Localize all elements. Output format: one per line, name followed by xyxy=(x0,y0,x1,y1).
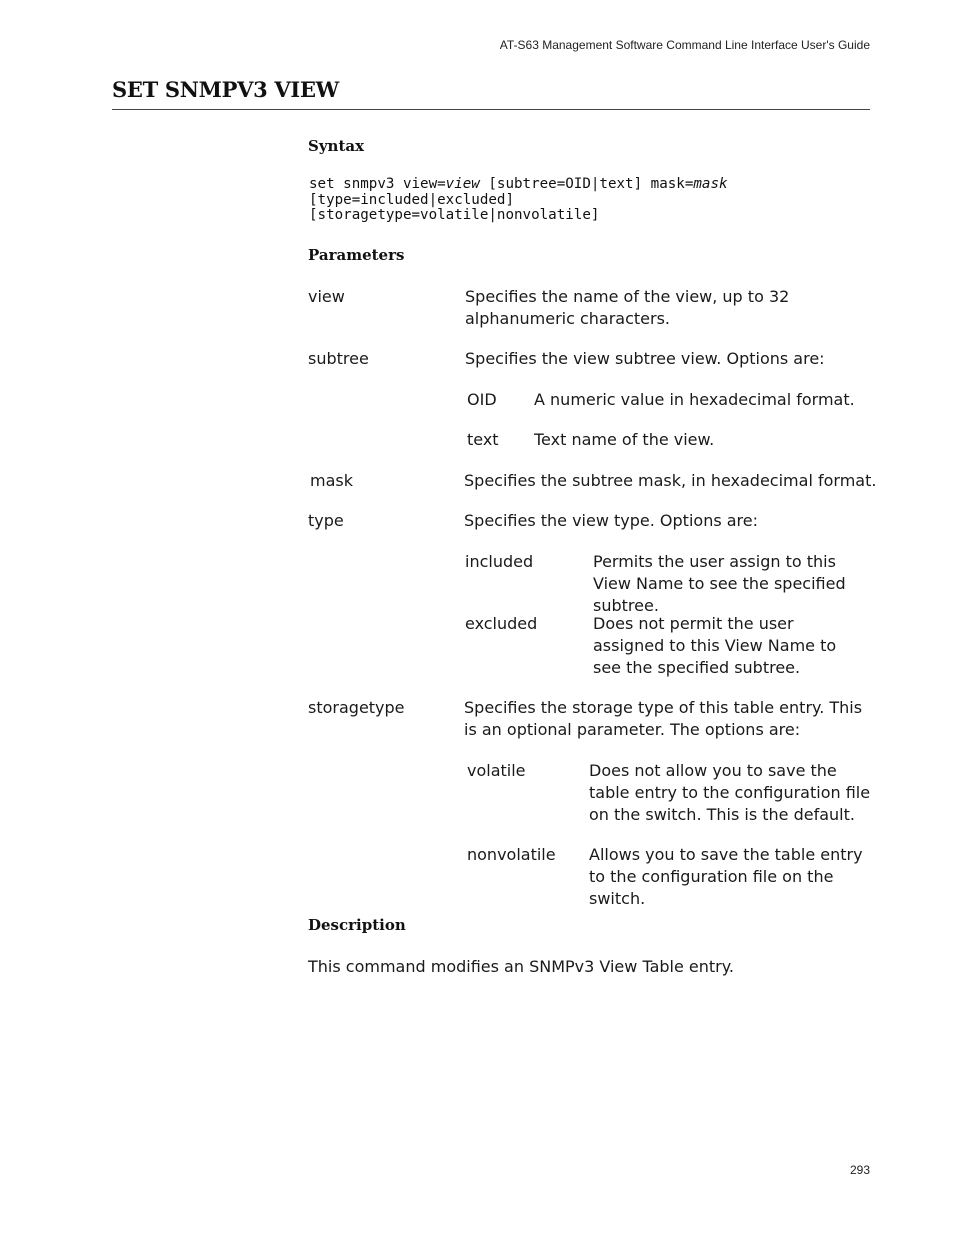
param-name-view: view xyxy=(308,287,345,306)
option-desc-volatile: Does not allow you to save the table entry to the configuration file on the switch. This is the default. xyxy=(589,761,871,824)
option-name-included: included xyxy=(465,552,534,571)
syntax-variable: view xyxy=(445,176,480,192)
option-desc-excluded: Does not permit the user assigned to this View Name to see the specified subtree. xyxy=(593,614,837,677)
option-name-nonvolatile: nonvolatile xyxy=(467,845,556,864)
syntax-code xyxy=(309,177,728,224)
param-desc-type: Specifies the view type. Options are: xyxy=(464,511,759,530)
param-name-storagetype: storagetype xyxy=(308,698,405,717)
description-heading: Description xyxy=(308,916,406,934)
description-text: This command modifies an SNMPv3 View Table entry. xyxy=(308,957,735,976)
option-name-oid: OID xyxy=(467,390,497,409)
option-desc-oid: A numeric value in hexadecimal format. xyxy=(534,390,855,409)
param-desc-mask: Specifies the subtree mask, in hexadecimal format. xyxy=(464,471,877,490)
option-name-volatile: volatile xyxy=(467,761,526,780)
option-name-excluded: excluded xyxy=(465,614,538,633)
option-desc-included: Permits the user assign to this View Name to see the specified subtree. xyxy=(593,552,846,615)
param-name-type: type xyxy=(308,511,344,530)
param-name-subtree: subtree xyxy=(308,349,369,368)
parameters-heading: Parameters xyxy=(308,246,405,264)
param-desc-subtree: Specifies the view subtree view. Options are: xyxy=(465,349,825,368)
running-header: AT-S63 Management Software Command Line Interface User's Guide xyxy=(499,38,870,52)
syntax-text: [subtree=OID|text] mask= xyxy=(479,176,694,192)
option-name-text: text xyxy=(467,430,499,449)
title-divider xyxy=(112,109,870,110)
option-desc-text: Text name of the view. xyxy=(534,430,715,449)
syntax-line-2: [type=included|excluded] xyxy=(309,191,514,208)
syntax-heading: Syntax xyxy=(308,137,365,155)
syntax-line-3: [storagetype=volatile|nonvolatile] xyxy=(309,207,600,223)
param-desc-storagetype: Specifies the storage type of this table entry. This is an optional parameter. The options are: xyxy=(464,698,863,739)
page-title: SET SNMPV3 VIEW xyxy=(112,77,339,102)
option-desc-nonvolatile: Allows you to save the table entry to the configuration file on the switch. xyxy=(589,845,863,908)
syntax-text: set snmpv3 view= xyxy=(309,176,446,192)
param-name-mask: mask xyxy=(310,471,353,490)
syntax-line-1 xyxy=(309,177,728,193)
param-desc-view: Specifies the name of the view, up to 32 alphanumeric characters. xyxy=(465,287,790,328)
syntax-variable: mask xyxy=(693,176,728,192)
page-number: 293 xyxy=(849,1163,870,1177)
